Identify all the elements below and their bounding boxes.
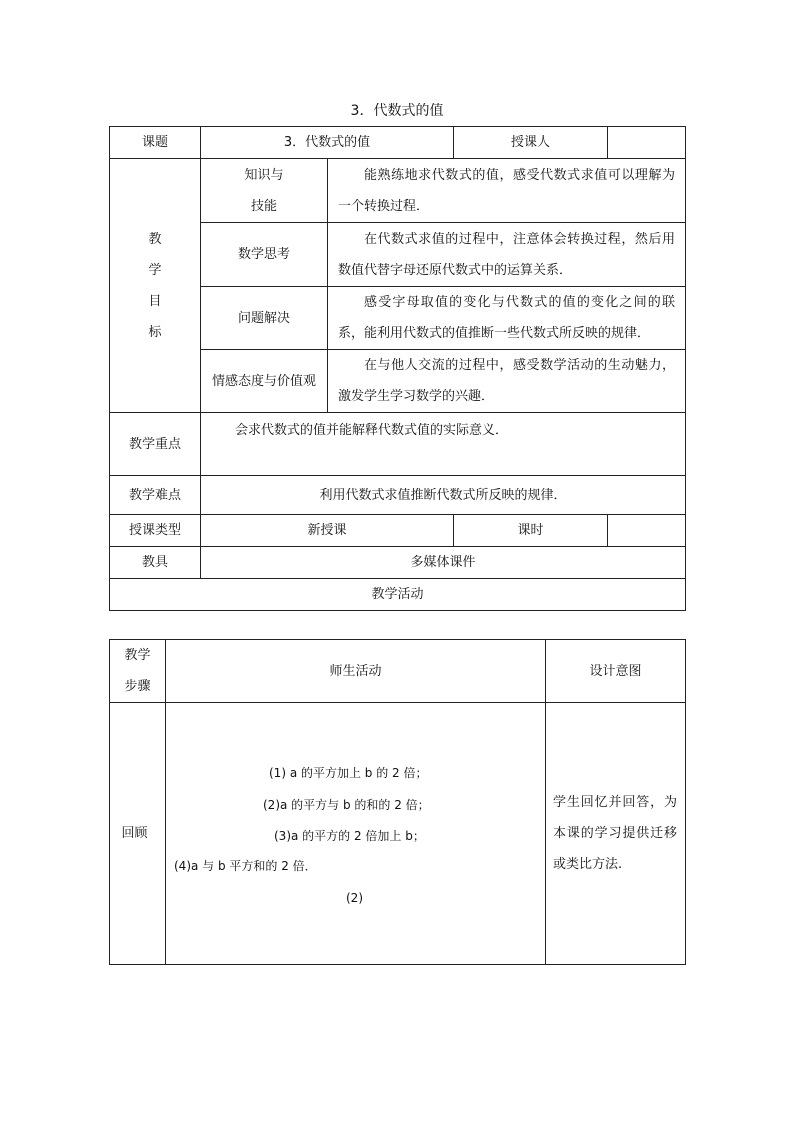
activity-header: 师生活动 xyxy=(166,640,546,703)
lesson-type-value: 新授课 xyxy=(201,515,454,547)
goal-thinking-text: 在代数式求值的过程中，注意体会转换过程，然后用数值代替字母还原代数式中的运算关系． xyxy=(328,223,686,287)
topic-label: 课题 xyxy=(110,127,201,159)
goal-attitude-label: 情感态度与价值观 xyxy=(201,350,328,413)
step-review: 回顾 xyxy=(110,703,166,965)
period-label: 课时 xyxy=(454,515,608,547)
goals-label-char: 教 xyxy=(148,231,162,247)
teacher-value xyxy=(608,127,686,159)
key-point-text: 会求代数式的值并能解释代数式值的实际意义． xyxy=(201,413,686,476)
topic-value: 3．代数式的值 xyxy=(201,127,454,159)
difficulty-label: 教学难点 xyxy=(110,476,201,515)
review-intent: 学生回忆并回答，为本课的学习提供迁移或类比方法. xyxy=(546,703,686,965)
difficulty-text: 利用代数式求值推断代数式所反映的规律． xyxy=(201,476,686,515)
goal-label-line: 知识与 xyxy=(244,167,284,183)
goal-problem-text: 感受字母取值的变化与代数式的值的变化之间的联系，能利用代数式的值推断一些代数式所反映的规律． xyxy=(328,287,686,350)
step-header xyxy=(110,640,166,703)
activities-label: 教学活动 xyxy=(110,579,686,611)
tools-label: 教具 xyxy=(110,547,201,579)
page-title: 3．代数式的值 xyxy=(350,103,444,119)
goal-problem-label: 问题解决 xyxy=(201,287,328,350)
review-line: (2) xyxy=(346,891,363,905)
lesson-type-label: 授课类型 xyxy=(110,515,201,547)
goals-label-char: 目 xyxy=(148,293,162,309)
review-line: (3)a 的平方的 2 倍加上 b； xyxy=(274,829,425,843)
teacher-label: 授课人 xyxy=(454,127,608,159)
goals-label xyxy=(110,159,201,413)
review-line: (4)a 与 b 平方和的 2 倍． xyxy=(174,859,317,873)
tools-value: 多媒体课件 xyxy=(201,547,686,579)
review-line: (2)a 的平方与 b 的和的 2 倍； xyxy=(263,798,430,812)
goal-label-line: 技能 xyxy=(250,198,277,214)
goals-label-char: 学 xyxy=(148,262,162,278)
goal-attitude-text: 在与他人交流的过程中，感受数学活动的生动魅力，激发学生学习数学的兴趣． xyxy=(328,350,686,413)
review-activity xyxy=(166,703,546,965)
period-value xyxy=(608,515,686,547)
review-line: (1) a 的平方加上 b 的 2 倍； xyxy=(269,766,428,780)
lesson-info-table xyxy=(109,126,686,611)
activity-table xyxy=(109,639,686,965)
step-header-line: 教学 xyxy=(124,648,151,663)
intent-header: 设计意图 xyxy=(546,640,686,703)
goals-label-char: 标 xyxy=(148,324,162,340)
goal-knowledge-label xyxy=(201,159,328,223)
goal-thinking-label: 数学思考 xyxy=(201,223,328,287)
goal-knowledge-text: 能熟练地求代数式的值，感受代数式求值可以理解为一个转换过程． xyxy=(328,159,686,223)
step-header-line: 步骤 xyxy=(124,679,151,694)
key-point-label: 教学重点 xyxy=(110,413,201,476)
